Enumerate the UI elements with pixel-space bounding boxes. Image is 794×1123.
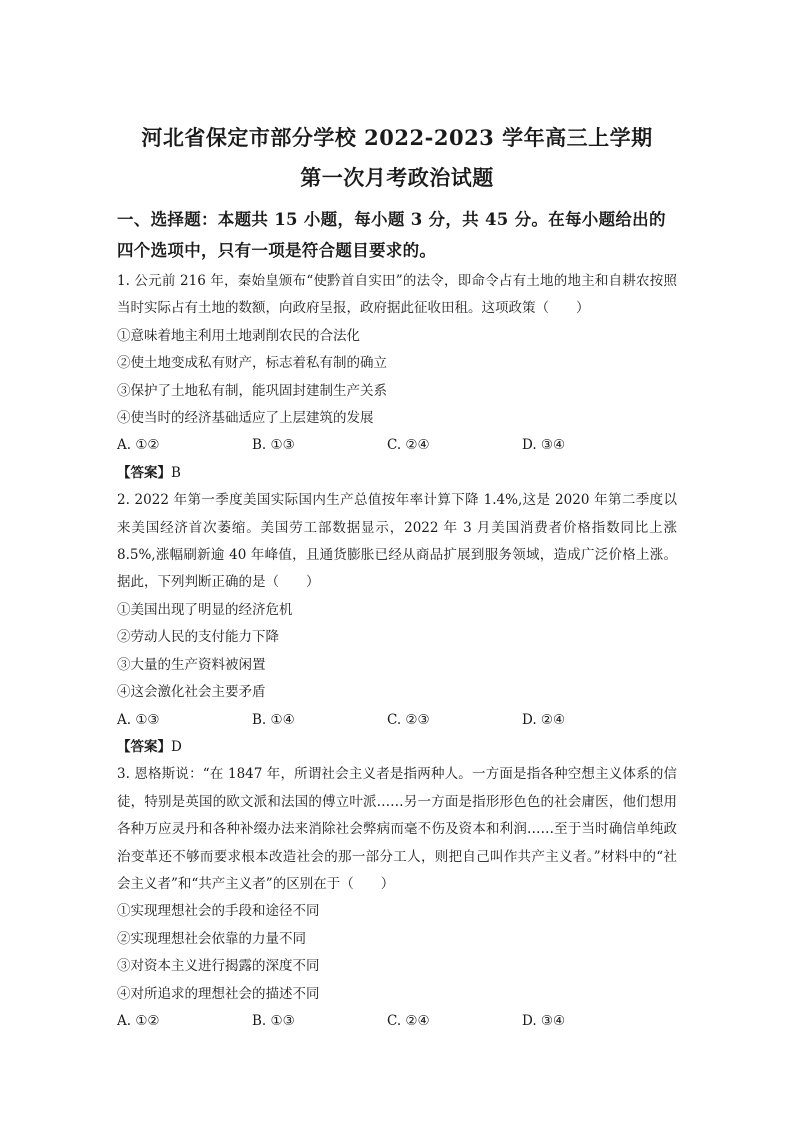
choice-b: B. ①③ — [252, 437, 295, 454]
statement-option: ③大量的生产资料被闲置 — [117, 656, 266, 673]
choice-c: C. ②④ — [387, 437, 430, 454]
statement-option: ③对资本主义进行揭露的深度不同 — [117, 958, 320, 975]
answer-choices — [117, 707, 677, 734]
question-3 — [117, 761, 677, 1035]
statement-option: ②实现理想社会依靠的力量不同 — [117, 930, 306, 947]
statement-option: ③保护了土地私有制，能巩固封建制生产关系 — [117, 382, 387, 399]
answer-label: 【答案】 — [117, 738, 171, 755]
statement-option: ④这会激化社会主要矛盾 — [117, 684, 266, 701]
exam-title-line1: 河北省保定市部分学校 2022-2023 学年高三上学期 — [141, 125, 653, 150]
answer-choices — [117, 1008, 677, 1035]
statement-option: ④使当时的经济基础适应了上层建筑的发展 — [117, 410, 374, 427]
answer-choices — [117, 432, 677, 459]
choice-b: B. ①④ — [252, 711, 295, 728]
statement-option: ②使土地变成私有财产，标志着私有制的确立 — [117, 355, 387, 372]
statement-option: ①实现理想社会的手段和途径不同 — [117, 903, 320, 920]
choice-c: C. ②③ — [387, 711, 430, 728]
statement-option: ①美国出现了明显的经济危机 — [117, 601, 293, 618]
answer-value: D — [171, 738, 182, 755]
exam-page — [117, 118, 677, 1035]
question-stem: 3. 恩格斯说：“在 1847 年，所谓社会主义者是指两种人。一方面是指各种空想主义体系的信徒，特别是英国的欧文派和法国的傅立叶派……另一方面是指形形色色的社会庸医，他们想用各种万应灵丹和各种补缀办法来消除社会弊病而毫不伤及资本和利润……至于当时确信单纯政治变革还不够而要求根本改造社会的那一部分工人，则把自己叫作共产主义者。”材料中的“社会主义者”和“共产主义者”的区别在于（ ） — [117, 766, 677, 892]
section-heading: 一、选择题：本题共 15 小题，每小题 3 分，共 45 分。在每小题给出的四个选项中，只有一项是符合题目要求的。 — [117, 210, 666, 260]
exam-title-line2: 第一次月考政治试题 — [300, 165, 494, 190]
choice-d: D. ③④ — [522, 1012, 566, 1029]
choice-a: A. ①② — [117, 1012, 160, 1029]
answer-value: B — [171, 464, 181, 481]
question-1 — [117, 268, 677, 487]
statement-option: ④对所追求的理想社会的描述不同 — [117, 985, 320, 1002]
answer-line — [117, 460, 677, 487]
statement-option: ①意味着地主利用土地剥削农民的合法化 — [117, 327, 360, 344]
choice-a: A. ①③ — [117, 711, 160, 728]
question-stem: 2. 2022 年第一季度美国实际国内生产总值按年率计算下降 1.4%,这是 2020 年第二季度以来美国经济首次萎缩。美国劳工部数据显示，2022 年 3 月美国消费者价格指数同比上涨 8.5%,涨幅刷新逾 40 年峰值，且通货膨胀已经从商品扩展到服务领域，造成广泛价格上涨。据此，下列判断正确的是（ ） — [117, 492, 677, 591]
choice-b: B. ①③ — [252, 1012, 295, 1029]
choice-d: D. ③④ — [522, 437, 566, 454]
choice-d: D. ②④ — [522, 711, 566, 728]
statement-option: ②劳动人民的支付能力下降 — [117, 629, 279, 646]
question-2 — [117, 487, 677, 761]
answer-label: 【答案】 — [117, 464, 171, 481]
choice-c: C. ②④ — [387, 1012, 430, 1029]
answer-line — [117, 734, 677, 761]
question-stem: 1. 公元前 216 年，秦始皇颁布“使黔首自实田”的法令，即命令占有土地的地主和自耕农按照当时实际占有土地的数额，向政府呈报，政府据此征收田租。这项政策（ ） — [117, 273, 677, 317]
choice-a: A. ①② — [117, 437, 160, 454]
